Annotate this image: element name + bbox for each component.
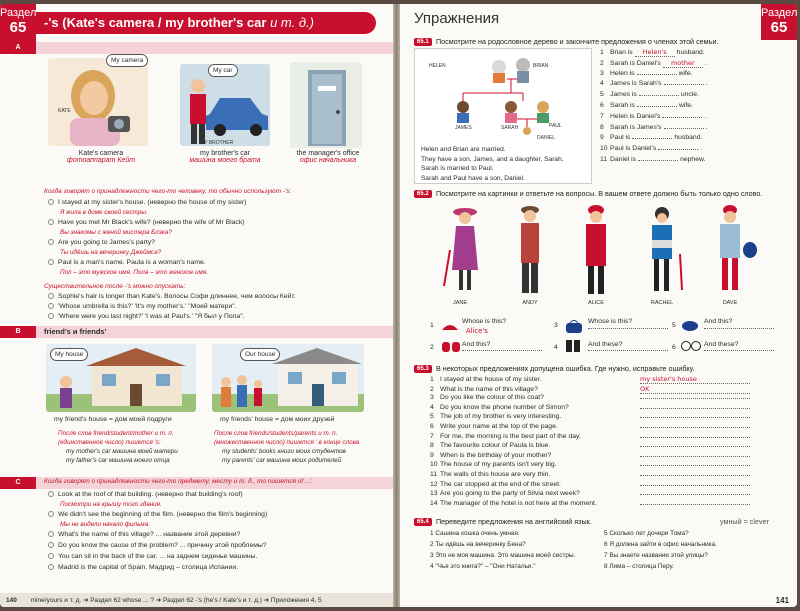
- label-kate: KATE: [58, 108, 71, 114]
- item-ending: wife.: [678, 69, 693, 77]
- item-text: The job of my brother is very interesting.: [440, 413, 562, 421]
- example-c-1-text: Look at the roof of that building. (неверно that building's roof): [58, 491, 243, 498]
- exercise-65-1-item: [600, 156, 705, 163]
- item-number: 10: [430, 461, 438, 469]
- answer-line-2[interactable]: [462, 350, 542, 351]
- title-separator: /: [154, 15, 166, 30]
- example-a-4: [48, 259, 378, 266]
- question-6: And these?: [704, 341, 739, 348]
- exercise-65-3-item: [430, 385, 750, 394]
- answer-line-5[interactable]: [704, 328, 774, 329]
- answer-field[interactable]: [640, 427, 750, 428]
- exercise-65-1-item: [600, 102, 693, 109]
- glasses-icon: [680, 340, 702, 352]
- tree-name-daniel: DANIEL: [537, 135, 556, 141]
- item-text: Brian is: [610, 49, 633, 56]
- rule-c: Когда говорят о принадлежности чего-то предмету, месту и т. д., то пишется of ...:: [44, 478, 313, 485]
- item-number: 7: [600, 112, 604, 120]
- b-right-line-1: После слов friends/students/parents и т. п.: [214, 430, 338, 437]
- label-brother: MY BROTHER: [200, 140, 234, 146]
- beret-icon: [680, 318, 700, 332]
- unit-title: [36, 12, 376, 34]
- bubble-my-camera: My camera: [106, 54, 148, 67]
- door-illustration: [290, 62, 362, 148]
- item-text: For me, the morning is the best part of the day.: [440, 432, 581, 440]
- title-example-2: my brother's car: [165, 15, 267, 30]
- question-3: Whose is this?: [588, 318, 633, 325]
- exercise-65-3-item: [430, 442, 750, 449]
- item-number: 11: [600, 156, 608, 163]
- person-alice: [586, 205, 606, 294]
- question-4: And these?: [588, 341, 623, 348]
- item-text: The manager of the hotel is not here at the moment.: [440, 499, 597, 507]
- item-number: 9: [600, 134, 604, 142]
- bubble-our-house: Our house: [240, 348, 280, 361]
- example-a-7: [48, 313, 378, 320]
- item-number: 3: [600, 69, 604, 77]
- exercise-65-1-item: [600, 59, 707, 68]
- title-suffix: и т. д.): [266, 15, 314, 30]
- item-text: The house of my parents isn't very big.: [440, 461, 557, 469]
- example-a-7-text: 'Where were you last night?' 'I was at Paul's.' "Я был у Пола".: [58, 313, 245, 320]
- person-jane: [444, 208, 478, 290]
- item-ending: .: [705, 80, 708, 88]
- exercise-65-3-item: [430, 471, 750, 478]
- exercises-title: Упражнения: [414, 10, 500, 27]
- picture-kate-camera: [48, 58, 148, 146]
- bullet-icon: [48, 313, 54, 319]
- kate-illustration: [48, 58, 148, 146]
- bubble-my-car: My car: [208, 64, 238, 77]
- question-2: And this?: [462, 341, 491, 348]
- example-c-3-text: What's the name of this village? ... название этой деревни?: [58, 531, 241, 538]
- picture-our-house: [212, 344, 364, 412]
- answer-field[interactable]: [640, 485, 750, 486]
- item-ending: husband.: [674, 134, 703, 142]
- item-ending: nephew.: [680, 156, 706, 163]
- exercise-65-4-number: 65.4: [414, 518, 432, 526]
- exercise-65-2-number: 65.2: [414, 190, 432, 198]
- item-ending: .: [705, 123, 708, 131]
- example-a-6: [48, 303, 378, 310]
- exercise-65-3-item: [430, 461, 750, 468]
- translation-sentence: 4 "Чья это книга?" – "Они Натальи.": [430, 563, 536, 570]
- unit-number: 65: [770, 19, 788, 36]
- bullet-icon: [48, 239, 54, 245]
- bullet-icon: [48, 293, 54, 299]
- exercise-65-4-hint: умный = clever: [720, 517, 769, 526]
- example-c-5: [48, 553, 378, 560]
- item-ending: uncle.: [680, 91, 699, 99]
- answer-field[interactable]: [640, 398, 750, 399]
- tree-text-line: Sarah is married to Paul.: [421, 165, 494, 172]
- answer-line-4[interactable]: [588, 350, 668, 351]
- example-a-5: [48, 293, 378, 300]
- item-text: The favourite colour of Paula is blue.: [440, 442, 551, 450]
- item-ending: .: [704, 59, 707, 67]
- cross-reference: mine/yours и т. д. ➜ Раздел 62 whose ... ? ➜ Раздел 62 -'s (he's / Kate's и т. д.) ➜ Приложения 4, 5: [30, 597, 322, 604]
- section-b-tab: B: [0, 326, 36, 338]
- item-number: 12: [430, 480, 438, 488]
- exercise-65-4-instruction: Переведите предложения на английский язык.: [436, 517, 592, 526]
- b-left-line-4: my father's car машина моего отца: [66, 457, 170, 464]
- item-text: The car stopped at the end of the street.: [440, 480, 561, 488]
- item-number: 1: [600, 49, 604, 56]
- example-c-4: [48, 542, 378, 549]
- answer-field[interactable]: [637, 74, 677, 75]
- item-number: 11: [430, 471, 438, 478]
- translation-a-3: Ты идёшь на вечеринку Джеймса?: [60, 249, 162, 256]
- item-number: 2: [600, 59, 604, 67]
- title-prefix: -'s (: [44, 15, 67, 30]
- translation-sentence: 2 Ты идёшь на вечеринку Бена?: [430, 541, 526, 548]
- item-number: 14: [430, 499, 438, 507]
- boots-icon: [564, 338, 584, 354]
- translation-sentence: 7 Вы знаете название этой улицы?: [604, 552, 708, 559]
- bullet-icon: [48, 259, 54, 265]
- exercise-65-1-item: [600, 134, 702, 141]
- b-right-line-4: my parents' car машина моих родителей: [222, 457, 342, 464]
- bag-icon: [564, 318, 584, 334]
- gloves-icon: [440, 340, 462, 354]
- example-c-5-text: You can sit in the back of the car. ... на заднем сиденье машины.: [58, 553, 258, 560]
- bullet-icon: [48, 199, 54, 205]
- answer-field[interactable]: [638, 160, 678, 161]
- item-number: 6: [600, 102, 604, 109]
- item-text: Sarah is: [610, 102, 635, 109]
- answer-field[interactable]: [640, 417, 750, 418]
- answer-line-6[interactable]: [704, 350, 774, 351]
- b-caption-1: my friend's house = дом моей подруги: [54, 416, 172, 423]
- answer-field[interactable]: Helen's: [635, 48, 675, 57]
- person-dave: [720, 205, 757, 290]
- unit-label: Раздел: [761, 7, 797, 19]
- left-footer: [0, 593, 393, 607]
- answer-1: Alice's: [466, 327, 488, 335]
- caption-1-en: Kate's camera: [78, 150, 124, 157]
- answer-field[interactable]: [640, 504, 750, 505]
- exercise-65-3-item: [430, 481, 750, 488]
- answer-field[interactable]: [658, 149, 698, 150]
- tree-name-james: JAMES: [455, 125, 472, 131]
- exercise-65-3-item: [430, 500, 750, 507]
- item-number: 5: [600, 91, 604, 99]
- example-c-2: [48, 511, 378, 518]
- question-6-number: 6: [672, 344, 676, 351]
- unit-label: Раздел: [0, 7, 37, 19]
- answer-field[interactable]: [640, 475, 750, 476]
- exercise-65-1-item: [600, 124, 707, 131]
- b-right-line-2: (множественное число) пишется ' в конце слова: [214, 439, 360, 446]
- answer-field[interactable]: [664, 84, 704, 85]
- example-a-2: [48, 219, 378, 226]
- item-number: 9: [430, 451, 434, 459]
- exercise-65-1-item: [600, 145, 702, 152]
- answer-field[interactable]: [640, 446, 750, 447]
- answer-field[interactable]: my sister's house: [640, 375, 750, 384]
- exercise-65-1-number: 65.1: [414, 38, 432, 46]
- tree-text-line: Sarah and Paul have a son, Daniel.: [421, 174, 525, 182]
- translation-sentence: 3 Это не моя машина. Это машина моей сестры.: [430, 552, 576, 559]
- example-c-1: [48, 491, 378, 498]
- bubble-my-house: My house: [50, 348, 88, 361]
- tree-name-helen: HELEN: [429, 63, 446, 69]
- example-c-6-text: Madrid is the capital of Spain. Мадрид – столица Испании.: [58, 564, 239, 571]
- item-number: 1: [430, 376, 434, 383]
- exercise-65-1-item: [600, 91, 699, 98]
- item-number: 4: [600, 80, 604, 88]
- section-b-title: friend's и friends': [44, 327, 107, 336]
- b-left-line-3: my mother's car машина моей матери: [66, 448, 178, 455]
- tree-text: [421, 145, 564, 183]
- exercise-65-3-item: [430, 490, 750, 497]
- hat-icon: [440, 320, 460, 332]
- item-ending: .: [704, 112, 707, 120]
- exercise-65-3-item: [430, 413, 750, 420]
- tree-name-brian: BRIAN: [533, 63, 549, 69]
- item-text: The walls of this house are very thin.: [440, 471, 551, 478]
- translation-a-4: Пол – это мужское имя. Пола – это женское имя.: [60, 269, 208, 276]
- section-a-tab: A: [0, 42, 36, 54]
- exercise-65-3-item: [430, 433, 750, 440]
- item-number: 13: [430, 490, 438, 498]
- caption-1-ru: фотоаппарат Кейт: [66, 157, 136, 164]
- section-c-tab: C: [0, 477, 36, 489]
- answer-field[interactable]: [637, 106, 677, 107]
- b-right-line-3: my students' books книги моих студентов: [222, 448, 346, 455]
- page-number-right: 141: [775, 596, 789, 605]
- unit-number: 65: [9, 19, 27, 36]
- bullet-icon: [48, 553, 54, 559]
- person-rachel: [652, 207, 682, 291]
- exercise-65-3-item: [430, 423, 750, 430]
- answer-field[interactable]: [640, 456, 750, 457]
- item-text: Do you like the colour of this coat?: [440, 394, 544, 402]
- item-number: 3: [430, 394, 434, 402]
- person-label-jane: JANE: [452, 300, 468, 306]
- tree-name-sarah: SARAH: [501, 125, 519, 131]
- answer-field[interactable]: mother: [663, 59, 703, 68]
- question-5: And this?: [704, 318, 733, 325]
- translation-c-1: Посмотри на крышу того здания.: [60, 501, 162, 508]
- person-andy: [521, 206, 539, 293]
- rule-a: Когда говорят о принадлежности чего-то человеку, то обычно используют -'s:: [44, 188, 292, 195]
- b-left-line-1: После слов friend/student/mother и т. п.: [58, 430, 174, 437]
- picture-office-door: [290, 62, 362, 148]
- person-label-dave: DAVE: [722, 300, 738, 306]
- question-5-number: 5: [672, 322, 676, 329]
- item-ending: husband.: [676, 49, 705, 56]
- question-1-number: 1: [430, 322, 434, 329]
- answer-field[interactable]: [640, 408, 750, 409]
- title-example-1: Kate's camera: [66, 15, 155, 30]
- bullet-icon: [48, 303, 54, 309]
- example-c-2-text: We didn't see the beginning of the film. (неверно the film's beginning): [58, 511, 268, 518]
- caption-kates-camera: [46, 150, 156, 164]
- exercise-65-2-instruction: Посмотрите на картинки и ответьте на вопросы. В вашем ответе должно быть только одно слово.: [436, 189, 763, 198]
- item-text: James is Sarah's: [610, 80, 662, 88]
- exercise-65-3-instruction: В некоторых предложениях допущена ошибка. Где нужно, исправьте ошибку.: [436, 364, 695, 373]
- item-text: Do you know the phone number of Simon?: [440, 403, 569, 411]
- example-a-2-text: Have you met Mr Black's wife? (неверно the wife of Mr Black): [58, 219, 245, 226]
- bullet-icon: [48, 542, 54, 548]
- caption-managers-office: [276, 150, 380, 164]
- left-page: [0, 4, 393, 607]
- item-number: 5: [430, 413, 434, 421]
- item-number: 7: [430, 432, 434, 440]
- item-text: Are you going to the party of Silvia next week?: [440, 490, 580, 498]
- caption-3-ru: офис начальника: [299, 157, 357, 164]
- item-number: 2: [430, 385, 434, 393]
- exercise-65-3-item: [430, 404, 750, 411]
- item-text: Write your name at the top of the page.: [440, 423, 558, 430]
- question-3-number: 3: [554, 322, 558, 329]
- exercise-65-1-item: [600, 48, 705, 57]
- translation-a-1: Я жила в доме своей сестры.: [60, 209, 148, 216]
- item-ending: wife.: [678, 102, 693, 109]
- b-left-line-2: (единственное число) пишется 's:: [58, 439, 161, 446]
- item-number: 10: [600, 145, 608, 153]
- answer-field[interactable]: [639, 95, 679, 96]
- house-illustration-2: [212, 344, 364, 412]
- family-tree-box: [414, 48, 592, 184]
- item-text: Paul is: [610, 134, 631, 142]
- item-text: Helen is Daniel's: [610, 112, 661, 120]
- item-text: James is: [610, 91, 637, 99]
- person-label-alice: ALICE: [588, 300, 604, 306]
- example-a-6-text: 'Whose umbrella is this?' 'It's my mother's.' "Моей матери".: [58, 303, 237, 310]
- item-text: Helen is: [610, 69, 635, 77]
- caption-2-en: my brother's car: [200, 150, 250, 157]
- rule-a-2: Существительное после -'s можно опускать:: [44, 283, 186, 290]
- item-number: 4: [430, 403, 434, 411]
- section-a-bar: [0, 42, 393, 54]
- caption-3-en: the manager's office: [296, 150, 360, 157]
- example-c-4-text: Do you know the cause of the problem? ... причину этой проблемы?: [58, 542, 267, 549]
- translation-sentence: 5 Сколько лет дочери Тома?: [604, 530, 689, 537]
- answer-field[interactable]: [664, 128, 704, 129]
- item-text: Paul is Daniel's: [610, 145, 657, 153]
- b-caption-2: my friends' house = дом моих друзей: [220, 416, 335, 423]
- bullet-icon: [48, 531, 54, 537]
- exercise-65-1-item: [600, 113, 706, 120]
- translation-sentence: 6 Я должна зайти в офис начальника.: [604, 541, 717, 548]
- item-text: I stayed at the house of my sister.: [440, 376, 542, 383]
- exercise-65-1-item: [600, 70, 693, 77]
- example-a-5-text: Sophie's hair is longer than Kate's. Волосы Софи длиннее, чем волосы Кейт.: [58, 293, 296, 300]
- exercise-65-3-item: [430, 375, 750, 384]
- example-a-3: [48, 239, 378, 246]
- unit-tab-right: [761, 4, 797, 40]
- caption-brothers-car: [170, 150, 280, 164]
- answer-field[interactable]: OK: [640, 385, 750, 394]
- exercise-65-3-item: [430, 452, 750, 459]
- right-page: [400, 4, 797, 607]
- tree-name-paul: PAUL: [549, 123, 562, 129]
- exercise-65-1-instruction: Посмотрите на родословное дерево и закончите предложения о членах этой семьи.: [436, 37, 719, 46]
- question-1: Whose is this?: [462, 318, 507, 325]
- answer-field[interactable]: [640, 465, 750, 466]
- item-number: 8: [600, 123, 604, 131]
- answer-field[interactable]: [662, 117, 702, 118]
- tree-text-line: Helen and Brian are married.: [421, 146, 506, 153]
- bullet-icon: [48, 564, 54, 570]
- item-text: Daniel is: [610, 156, 637, 163]
- answer-field[interactable]: [632, 138, 672, 139]
- item-ending: .: [700, 145, 703, 153]
- example-a-1-text: I stayed at my sister's house. (неверно the house of my sister): [58, 199, 247, 206]
- person-label-andy: ANDY: [522, 300, 538, 306]
- question-2-number: 2: [430, 344, 434, 351]
- exercise-65-3-number: 65.3: [414, 365, 432, 373]
- bullet-icon: [48, 491, 54, 497]
- bullet-icon: [48, 219, 54, 225]
- page-number-left: 140: [6, 597, 17, 604]
- exercise-65-1-item: [600, 80, 707, 87]
- translation-a-2: Вы знакомы с женой мистера Блэка?: [60, 229, 172, 236]
- item-number: 8: [430, 442, 434, 450]
- item-text: Sarah is James's: [610, 123, 662, 131]
- answer-field[interactable]: [640, 437, 750, 438]
- example-c-3: [48, 531, 378, 538]
- question-4-number: 4: [554, 344, 558, 351]
- people-illustration: [430, 200, 770, 304]
- bullet-icon: [48, 511, 54, 517]
- translation-sentence: 8 Лима – столица Перу.: [604, 563, 674, 570]
- item-text: Sarah is Daniel's: [610, 59, 661, 67]
- item-number: 6: [430, 423, 434, 430]
- example-a-4-text: Paul is a man's name. Paula is a woman's name.: [58, 259, 206, 266]
- tree-text-line: They have a son, James, and a daughter, Sarah.: [421, 155, 564, 163]
- example-a-3-text: Are you going to James's party?: [58, 239, 155, 246]
- person-label-rachel: RACHEL: [650, 300, 674, 306]
- translation-c-2: Мы не видели начало фильма.: [60, 521, 150, 528]
- unit-tab-left: [0, 4, 36, 42]
- translation-sentence: 1 Сашина кошка очень умная.: [430, 530, 520, 537]
- item-text: What is the name of this village?: [440, 385, 538, 393]
- example-a-1: [48, 199, 378, 206]
- caption-2-ru: машина моего брата: [189, 157, 261, 164]
- example-c-6: [48, 564, 378, 571]
- answer-field[interactable]: [640, 494, 750, 495]
- exercise-65-3-item: [430, 394, 750, 401]
- item-text: When is the birthday of your mother?: [440, 451, 552, 459]
- answer-line-3[interactable]: [588, 328, 668, 329]
